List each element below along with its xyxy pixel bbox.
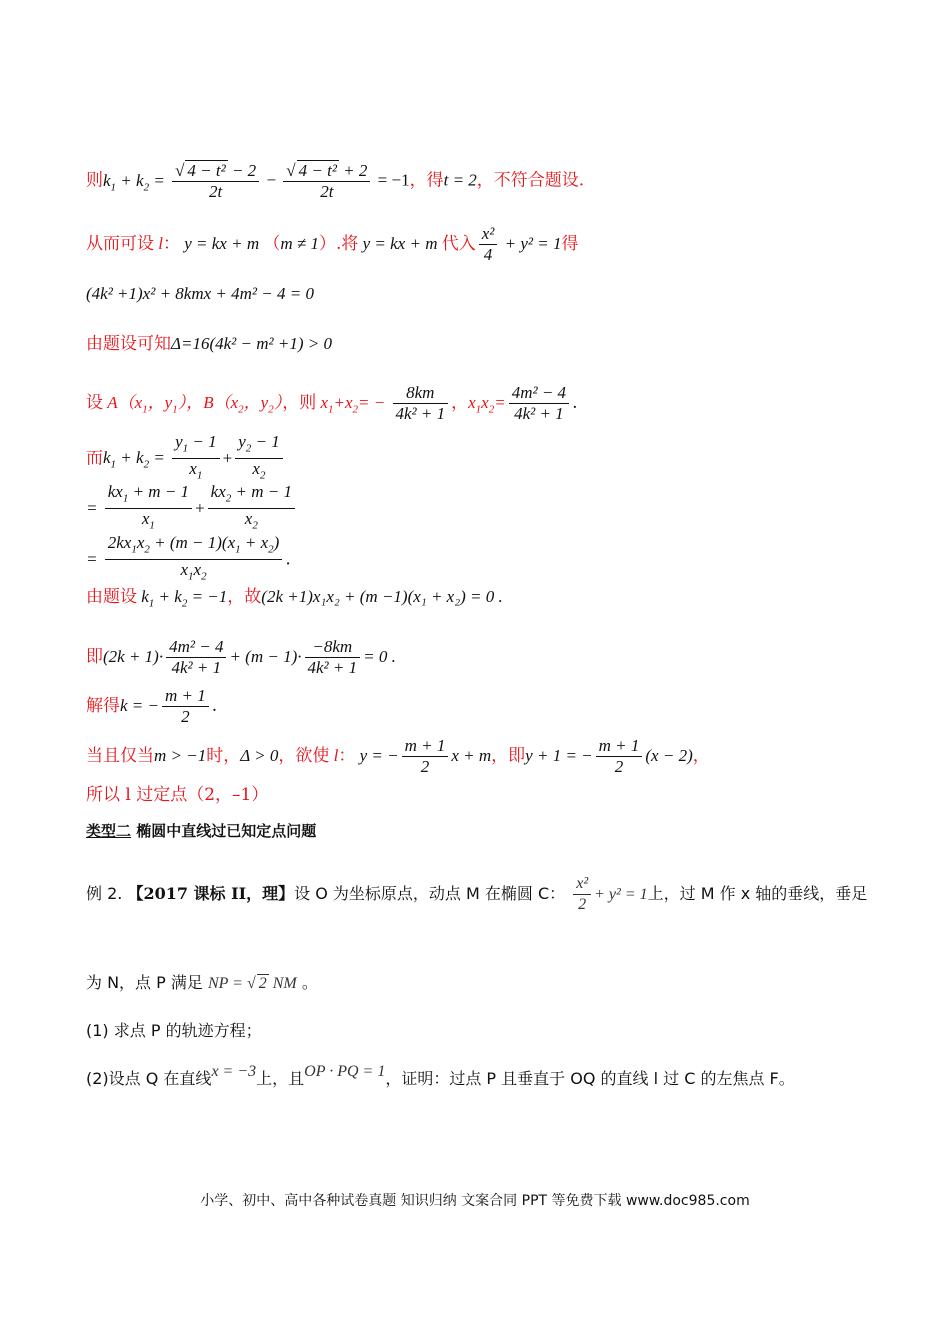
solution-line-11: 解得k = − $\frac{m + 1}{2}$ . (86, 686, 218, 726)
problem-line-1: 例 2. 【2017 课标 II，理】设 O 为坐标原点，动点 M 在椭圆 C： $\frac{\text{x²}}{2}$ + y² = 1上，过 M 作 x 轴的垂线，垂足 (86, 875, 868, 913)
text: 设 O 为坐标原点，动点 M 在椭圆 C： (294, 884, 566, 903)
text: 由题设 (86, 587, 137, 607)
text: 。 (301, 973, 318, 992)
text: 代入 (441, 234, 476, 254)
solution-line-4 (86, 333, 332, 355)
fraction: $\frac{m + 1}{2}$ (596, 736, 643, 777)
text: ，故 (227, 587, 262, 607)
text: 解得 (86, 696, 120, 716)
fraction: $\frac{\text{√ 4 − t² − 2}}{2t}$ (172, 160, 259, 202)
text: ，即 (491, 746, 526, 766)
page-footer: 小学、初中、高中各种试卷真题 知识归纳 文案合同 PPT 等免费下载 www.doc985.com (200, 1193, 750, 1209)
solution-line-13: 所以 l 过定点（2，–1） (86, 785, 269, 805)
text: 而 (86, 448, 103, 469)
text: ： (162, 234, 180, 254)
text: 得 (561, 234, 579, 254)
solution-line-1: 则$k_1 + k_2$ = $\frac{\text{√ 4 − t² − 2}}{2t}$ − $\frac{\text{√ 4 − t² + 2}}{2t}$ = −1，得t = 2，不符合题设. (86, 161, 585, 201)
text: 上，过 M 作 x 轴的垂线，垂足 (647, 884, 868, 903)
text: (2)设点 Q 在直线 (86, 1069, 212, 1088)
fraction: $\frac{8km}{\text{4k² + 1}}$ (393, 383, 449, 424)
problem-part-1: (1) 求点 P 的轨迹方程； (86, 1021, 262, 1040)
problem-line-2 (86, 970, 318, 993)
type-label: 类型二 (86, 822, 132, 840)
formula: y = kx + m (358, 234, 442, 253)
solution-line-6: 而$k_1 + k_2$ = $\frac{y_1 - 1}{x_1}$ + $\frac{y_2 - 1}{x_2}$ (86, 432, 286, 486)
solution-line-7: = $\frac{kx_1 + m - 1}{x_1}$ + $\frac{kx_2 + m - 1}{x_2}$ (86, 482, 298, 536)
formula: t = 2 (443, 170, 477, 190)
text: ，则 (282, 393, 317, 413)
text: ，不符合题设. (476, 170, 585, 191)
solution-line-8: = $\frac{2kx_1x_2 + (m - 1)(x_1 + x_2)}{x_1x_2}$ . (86, 533, 291, 587)
formula: (2k +1)x₁x₂ + (m −1)(x₁ + x₂) = 0 . (261, 587, 503, 606)
text: 则 (86, 170, 103, 191)
fraction: $\frac{kx_2 + m - 1}{x_2}$ (208, 482, 295, 536)
fraction: $\frac{y_2 - 1}{x_2}$ (235, 432, 283, 486)
formula: Δ=16(4k² − m² +1) > 0 (171, 334, 332, 353)
formula: m > −1 (154, 746, 207, 765)
solution-line-2: 从而可设 l： y = kx + m （m ≠ 1）.将 y = kx + m 代入 $\frac{\text{x²}}{4}$ + y² = 1得 (86, 224, 579, 264)
formula: y = kx + m (179, 234, 264, 253)
fraction: $\frac{-8km}{\text{4k² + 1}}$ (305, 637, 361, 678)
solution-line-9: 由题设 $k_1 + k_2 = -1$，故(2k +1)x₁x₂ + (m −1)(x₁ + x₂) = 0 . (86, 587, 503, 610)
text: 时， (206, 746, 241, 766)
text: ，欲使 (278, 746, 330, 766)
fraction: $\frac{\text{x²}}{4}$ (479, 224, 498, 265)
formula: $k_1 + k_2$ = (103, 170, 170, 193)
text: 当且仅当 (86, 746, 154, 766)
fraction: $\frac{2kx_1x_2 + (m - 1)(x_1 + x_2)}{x_1x_2}$ (105, 533, 283, 587)
text: 例 2. (86, 884, 123, 903)
fraction: $\frac{\text{4m² − 4}}{\text{4k² + 1}}$ (166, 637, 226, 678)
formula: NP = √ 2 NM (207, 975, 297, 992)
problem-part-2 (86, 1063, 795, 1089)
formula: m ≠ 1 (280, 234, 319, 253)
text: ： (338, 746, 356, 766)
formula: OP · PQ = 1 (304, 1063, 386, 1080)
text: 设 (86, 393, 103, 413)
solution-line-12: 当且仅当m > −1时，Δ > 0，欲使 l： y = − $\frac{m + 1}{2}$ x + m，即y + 1 = − $\frac{m + 1}{2}$ (x − 2)， (86, 736, 710, 776)
text: ，证明：过点 P 且垂直于 OQ 的直线 l 过 C 的左焦点 F。 (385, 1069, 795, 1088)
problem-source: 【2017 课标 II，理】 (127, 884, 295, 903)
solution-line-10: 即(2k + 1)· $\frac{\text{4m² − 4}}{\text{4k² + 1}}$ + (m − 1)· $\frac{-8km}{\text{4k² + 1}}$ = 0 . (86, 637, 396, 677)
fraction: $\frac{y_1 - 1}{x_1}$ (172, 432, 220, 486)
text: 从而可设 (86, 234, 154, 254)
fraction: $\frac{m + 1}{2}$ (402, 736, 449, 777)
text: ）.将 (318, 234, 359, 254)
solution-line-3: (4k² +1)x² + 8kmx + 4m² − 4 = 0 (86, 284, 314, 303)
fraction: $\frac{\text{√ 4 − t² + 2}}{2t}$ (283, 160, 370, 202)
text: 为 N，点 P 满足 (86, 973, 203, 992)
section-heading (86, 820, 316, 841)
fraction: $\frac{\text{4m² − 4}}{\text{4k² + 1}}$ (509, 383, 569, 424)
formula: $A(x_1$，$y_1$），$B(x_2$，$y_2$） (103, 393, 283, 416)
section-title: 椭圆中直线过已知定点问题 (136, 822, 317, 840)
formula: Δ > 0 (240, 746, 279, 765)
solution-line-5: 设 $A(x_1$，$y_1$），$B(x_2$，$y_2$），则 $x_1+x_2=$ − $\frac{8km}{\text{4k² + 1}}$ ，$x_1x_2=$ $\frac{\text{4m² − 4}}{\text{4k² + 1}}$ . (86, 383, 578, 423)
text: （ (263, 234, 281, 254)
fraction: $\frac{\text{x²}}{2}$ (573, 874, 591, 915)
text: ，得 (409, 170, 444, 191)
formula: x = −3 (211, 1063, 257, 1080)
text: 即 (86, 647, 103, 667)
formula: l (154, 234, 163, 253)
fraction: $\frac{m + 1}{2}$ (162, 686, 209, 727)
text: 上，且 (256, 1069, 305, 1088)
text: 由题设可知 (86, 334, 171, 354)
fraction: $\frac{kx_1 + m - 1}{x_1}$ (105, 482, 192, 536)
formula: $x_1+x_2=$ − (316, 393, 390, 416)
